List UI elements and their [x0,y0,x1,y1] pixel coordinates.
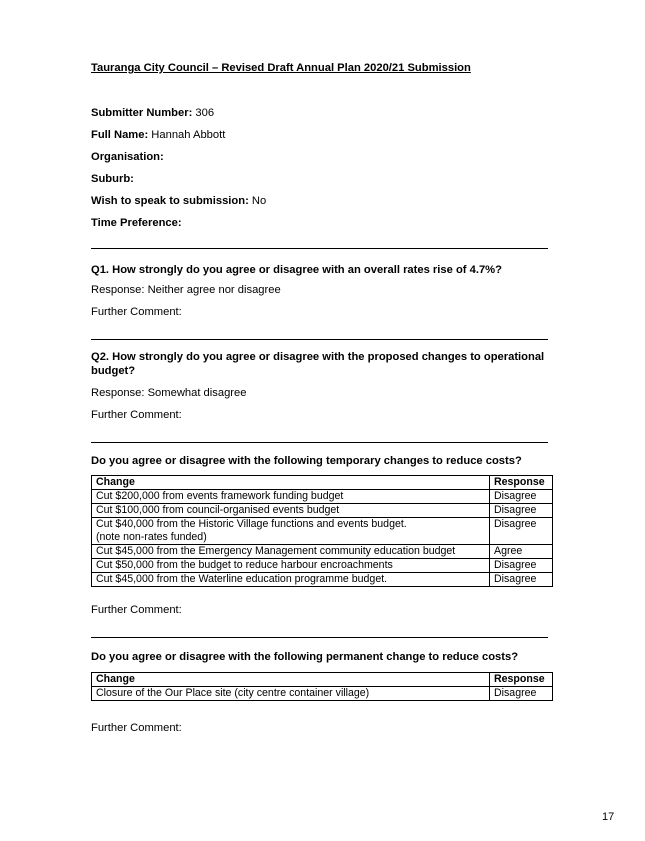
full-name-field [91,129,225,141]
response-cell: Disagree [490,504,553,518]
q1-further-comment: Further Comment: [91,306,182,318]
document-title: Tauranga City Council – Revised Draft Annual Plan 2020/21 Submission [91,62,471,74]
divider [91,248,548,249]
change-cell: Closure of the Our Place site (city centre container village) [92,687,490,701]
temporary-changes-table [91,475,553,587]
time-preference-field [91,217,182,229]
table-row [92,545,553,559]
page-number: 17 [602,811,615,823]
q2-further-comment: Further Comment: [91,409,182,421]
table-header-row [92,673,553,687]
submitter-number-field [91,107,214,119]
table-row [92,559,553,573]
change-note: (note non-rates funded) [96,531,207,543]
table-header-row [92,476,553,490]
divider [91,339,548,340]
response-cell: Agree [490,545,553,559]
q1-question: Q1. How strongly do you agree or disagree with an overall rates rise of 4.7%? [91,264,502,276]
response-cell: Disagree [490,687,553,701]
table-row [92,518,553,545]
field-label: Full Name: [91,129,149,141]
field-label: Suburb: [91,173,134,185]
response-cell: Disagree [490,559,553,573]
response-cell: Disagree [490,573,553,587]
permanent-change-table [91,672,553,701]
field-value: Hannah Abbott [148,129,226,141]
response-cell: Disagree [490,490,553,504]
table-row [92,504,553,518]
column-header-response: Response [490,673,553,687]
change-cell: Cut $50,000 from the budget to reduce harbour encroachments [92,559,490,573]
change-text: Cut $40,000 from the Historic Village functions and events budget. [96,518,407,530]
divider [91,442,548,443]
field-value: 306 [192,107,215,119]
table-row [92,490,553,504]
q2-question: Q2. How strongly do you agree or disagree with the proposed changes to operational budget? [91,351,545,377]
temporary-changes-question: Do you agree or disagree with the following temporary changes to reduce costs? [91,455,522,467]
wish-to-speak-field [91,195,266,207]
permanent-change-question: Do you agree or disagree with the following permanent change to reduce costs? [91,651,519,663]
column-header-change: Change [92,673,490,687]
table-row [92,687,553,701]
table-row [92,573,553,587]
change-cell: Cut $45,000 from the Waterline education programme budget. [92,573,490,587]
field-label: Organisation: [91,151,164,163]
organisation-field [91,151,164,163]
column-header-change: Change [92,476,490,490]
suburb-field [91,173,134,185]
change-cell [92,518,490,545]
field-value: No [248,195,267,207]
field-label: Submitter Number: [91,107,193,119]
q2-response: Response: Somewhat disagree [91,387,247,399]
change-cell: Cut $45,000 from the Emergency Management community education budget [92,545,490,559]
q1-response: Response: Neither agree nor disagree [91,284,281,296]
permanent-further-comment: Further Comment: [91,722,182,734]
divider [91,637,548,638]
change-cell: Cut $100,000 from council-organised events budget [92,504,490,518]
change-cell: Cut $200,000 from events framework funding budget [92,490,490,504]
field-label: Wish to speak to submission: [91,195,249,207]
column-header-response: Response [490,476,553,490]
field-label: Time Preference: [91,217,182,229]
temporary-further-comment: Further Comment: [91,604,182,616]
response-cell: Disagree [490,518,553,545]
